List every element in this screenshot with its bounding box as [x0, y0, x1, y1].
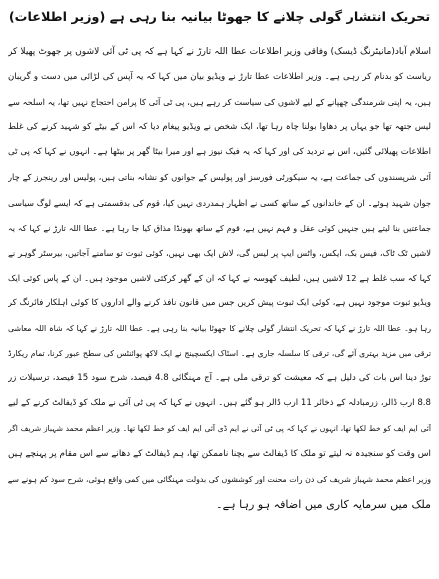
article-line: اس وقت کو سنجیدہ نہ لیتے تو ملک کا ڈیفالٹ سے بچنا ناممکن تھا، ہم ڈیفالٹ کے دھانے سے اس مقام پر پہنچے ہیں [8, 448, 431, 459]
article-line: لیس جتھہ تھا جو یہاں پر دھاوا بولنا چاہ رہا تھا، ایک شخص نے ویڈیو پیغام دیا کہ اس کے بیٹے کو شہید کرنے کی غلط [8, 122, 431, 133]
article-line: کہا کہ سب غلط ہے 12 لاشیں ہیں، لطیف کھوسہ نے کہا کہ ان کے گھر کرکئی لاشیں موجود ہیں۔ ان کے پاس کوئی ایک [8, 272, 431, 283]
article-line: ویڈیو ثبوت موجود نہیں ہے، کوئی ایک ثبوت پیش کریں جس میں قانون نافذ کرنے والے اداروں کا کوئی اہلکار فائرنگ کر [8, 297, 431, 308]
article-line: رہا ہو۔ عطا اللہ تارڑ نے کہا کہ تحریک انتشار گولی چلانے کا جھوٹا بیانیہ بنا رہی ہے۔ عطا اللہ تارڑ نے کہا کہ شاہ اللہ معاشی [8, 324, 431, 334]
article-line: ترقی میں مزید بہتری آئے گی، ترقی کا سلسلہ جاری ہے۔ اسٹاک ایکسچینج نے ایک لاکھ پوائنٹس کی سطح عبور کرنا، تمام ریکارڈ [8, 349, 431, 359]
article-headline: تحریک انتشار گولی چلانے کا جھوٹا بیانیہ بنا رہی ہے (وزیر اطلاعات) [8, 10, 431, 25]
article-line: 8.8 ارب ڈالر، زرمبادلہ کے ذخائر 11 ارب ڈالر ہو گئے ہیں۔ انہوں نے کہا کہ پی ٹی آئی نے ملک کو ڈیفالٹ کرنے کے لیے [8, 398, 431, 409]
article-line: ریاست کو بدنام کر رہی ہے۔ وزیر اطلاعات عطا تارڑ نے ویڈیو بیان میں کہا کہ یہ آپس کی لڑائی میں دست و گریبان [8, 72, 431, 83]
article-line: جماعتیں بنا لیتے ہیں جنہیں کوئی عقل و فہم نہیں ہے، قوم کے ساتھ بھونڈا مذاق کیا جا رہا ہے۔ عطا اللہ تارڑ نے کہا کہ یہ [8, 222, 431, 233]
article-line: وزیر اعظم محمد شہباز شریف کی دن رات محنت اور کوششوں کی بدولت مہنگائی میں کمی واقع ہوئی، شرح سود کم ہونے سے [8, 474, 431, 484]
article-line: اطلاعات پھیلائی گئیں، اس نے تردید کی اور کہا کہ یہ فیک نیوز ہے اور میرا بیٹا گھر پر بیٹھا ہے۔ انہوں نے کہا کہ پی ٹی [8, 147, 431, 158]
article-body [8, 40, 431, 517]
article-line-last: ملک میں سرمایہ کاری میں اضافہ ہو رہا ہے۔ [216, 497, 431, 511]
article-line: آئی شرپسندوں کی جماعت ہے، یہ سیکورٹی فورسز اور پولیس کے جوانوں کو نشانہ بناتی ہیں، پولیس اور رینجرز کے چار [8, 172, 431, 183]
article-line: جوان شہید ہوئے۔ ان کے خاندانوں کے ساتھ کسی نے اظہار ہمدردی نہیں کیا، قوم کی بدقسمتی ہے کہ ایسے لوگ سیاسی [8, 197, 431, 208]
article-line: اسلام آباد(مانیٹرنگ ڈیسک) وفاقی وزیر اطلاعات عطا اللہ تارڑ نے کہا ہے کہ پی ٹی آئی لاشوں پر جھوٹ پھیلا کر [8, 47, 431, 57]
article-line: آئی ایم ایف کو خط لکھا تھا، انہوں نے کہا کہ پی ٹی آئی نے ایم ڈی آئی ایم ایف کو خط لکھا تھا۔ وزیر اعظم محمد شہباز شریف اگر [8, 424, 431, 434]
article-line: لاشیں ٹک ٹاک، فیس بک، ایکس، واٹس ایپ پر لیس گی، لاش ایک بھی نہیں، کوئی ثبوت تو سامنے آجاتیں، بیرسٹر گوہر نے [8, 247, 431, 258]
article-line: توڑ دینا اس بات کی دلیل ہے کہ معیشت کو ترقی ملی ہے۔ آج مہنگائی 4.8 فیصد، شرح سود 15 فیصد، ترسیلات زر [8, 373, 431, 384]
article-line: ہیں، یہ اپنی شرمندگی چھپانے کے لیے لاشوں کی سیاست کر رہے ہیں، پی ٹی آئی کا پرامن احتجاج نہیں تھا، یہ اسلحہ سے [8, 97, 431, 108]
